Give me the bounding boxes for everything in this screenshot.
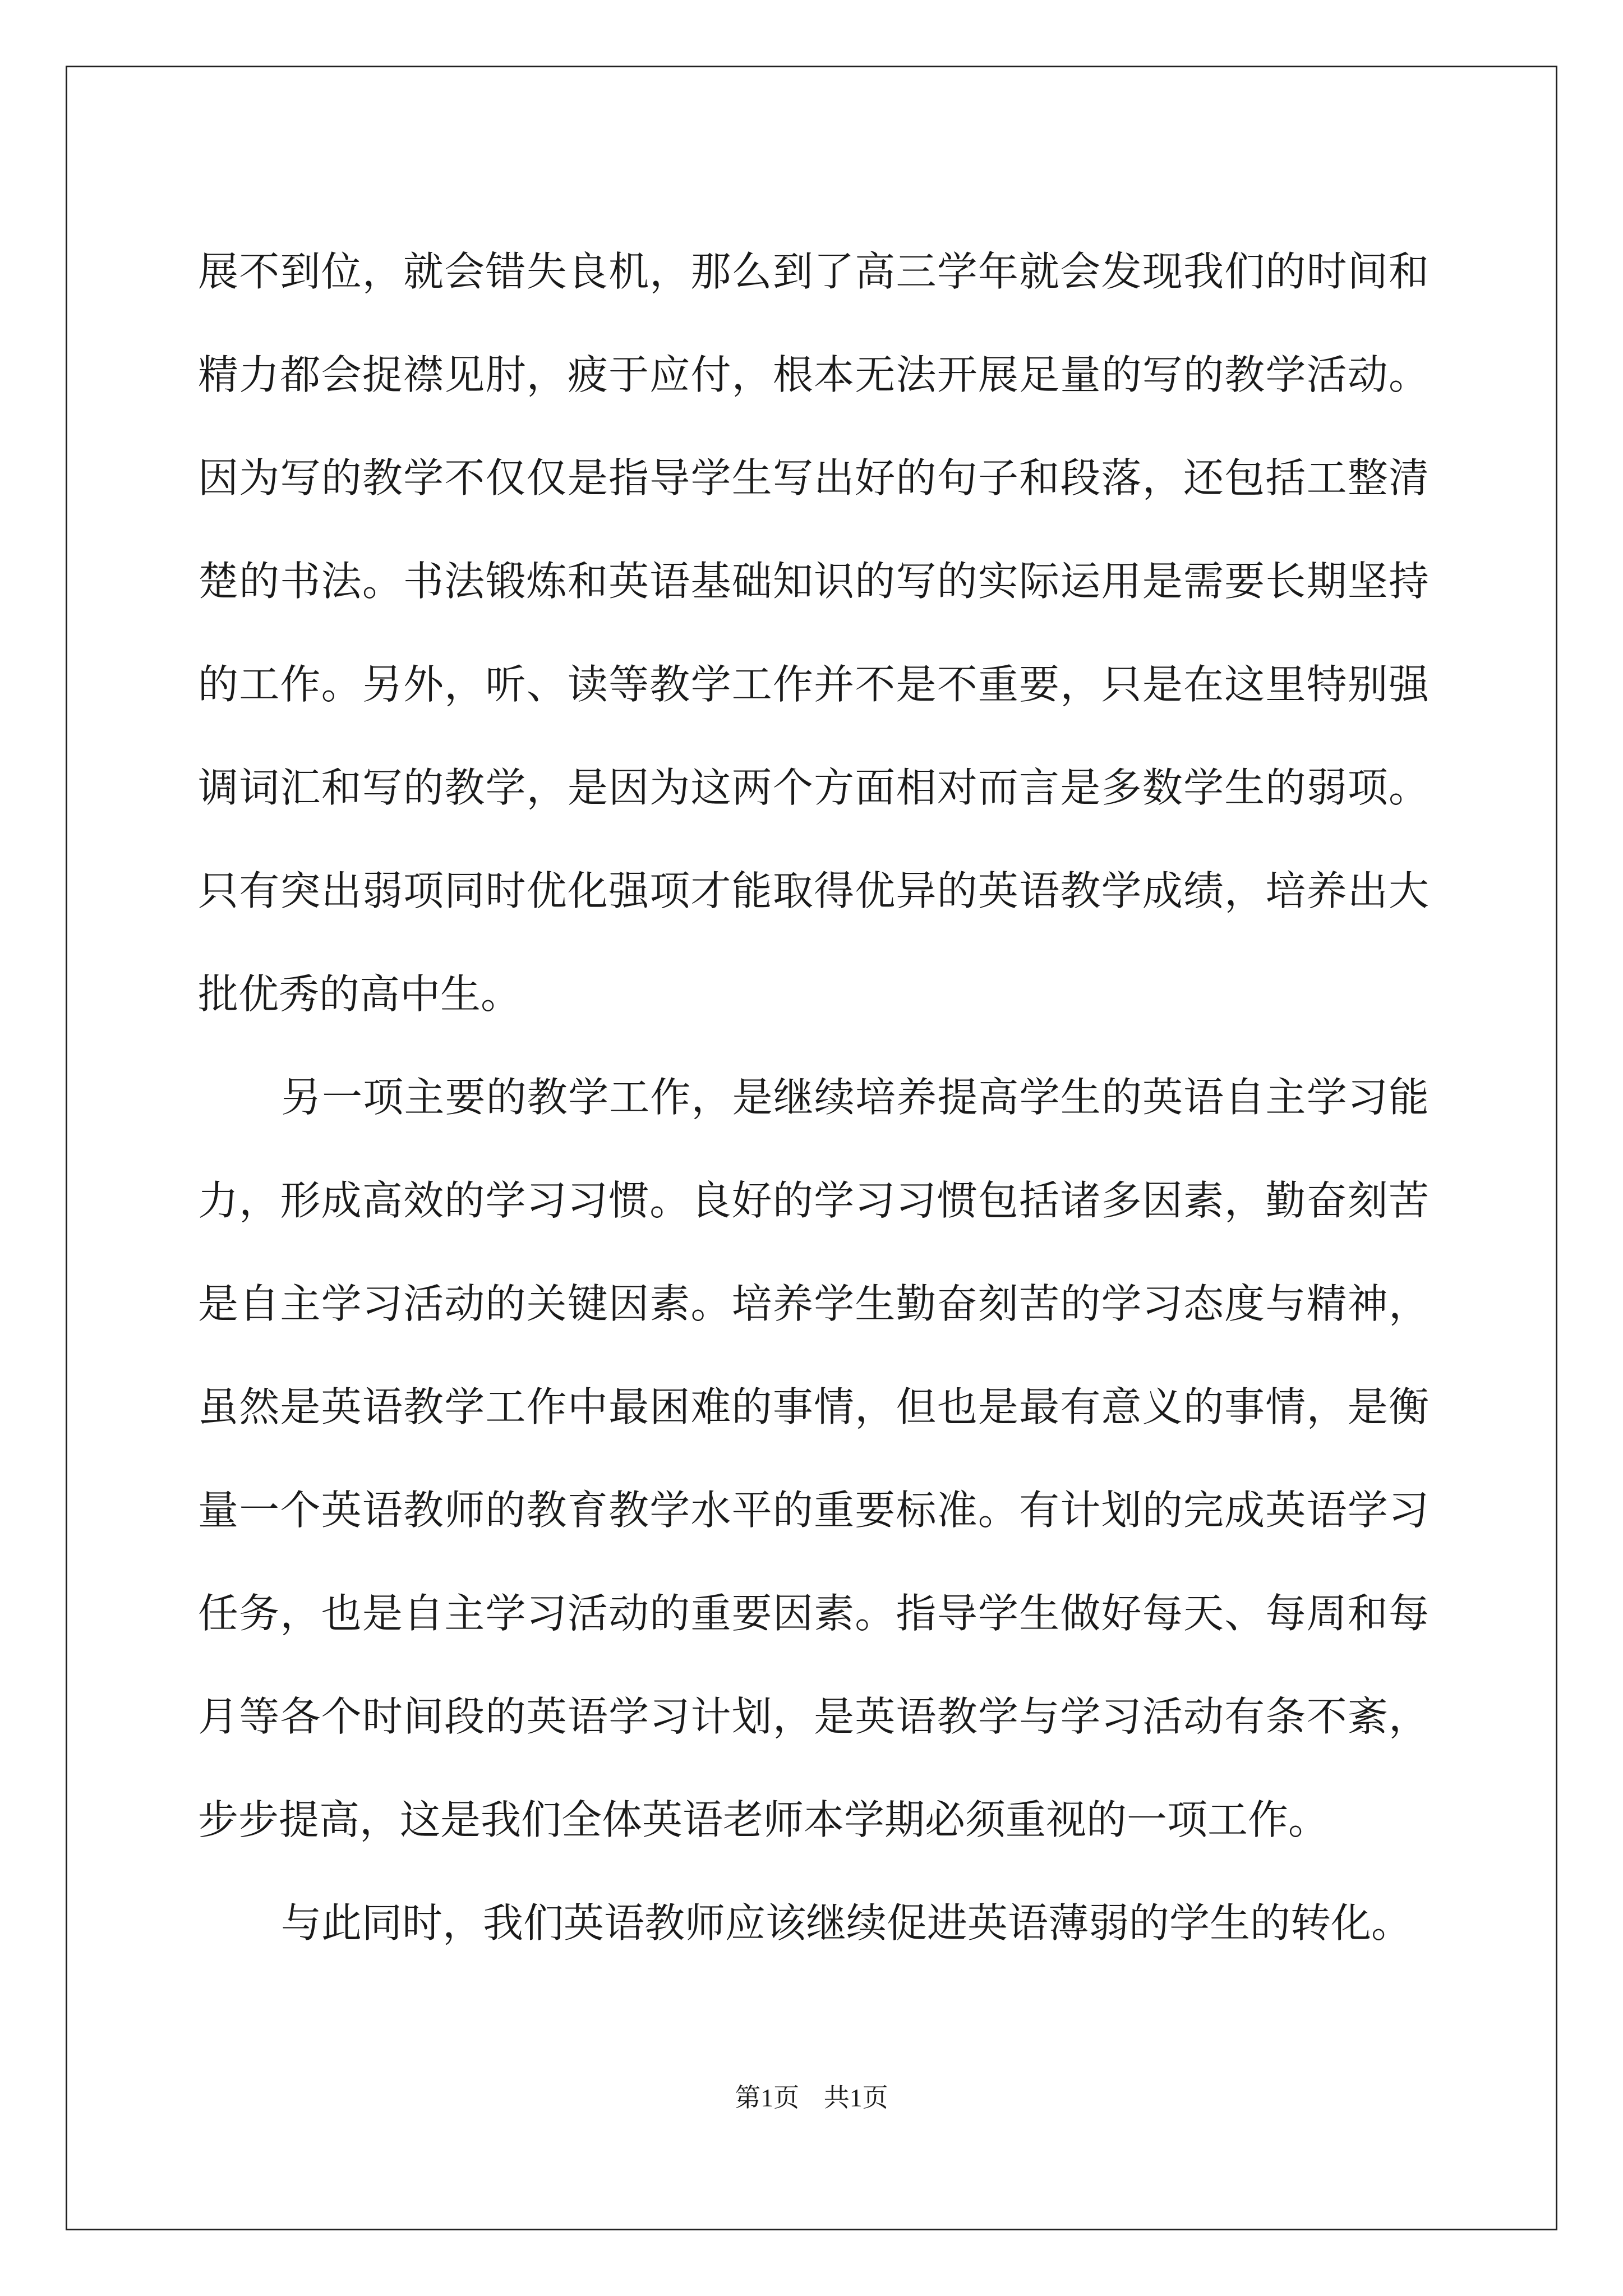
text-line: 的工作。另外，听、读等教学工作并不是不重要，只是在这里特别强: [198, 661, 1429, 708]
text-line: 任务，也是自主学习活动的重要因素。指导学生做好每天、每周和每: [198, 1590, 1429, 1637]
text-line: 量一个英语教师的教育教学水平的重要标准。有计划的完成英语学习: [198, 1487, 1429, 1534]
text-line: 展不到位，就会错失良机，那么到了高三学年就会发现我们的时间和: [198, 248, 1429, 295]
text-line: 因为写的教学不仅仅是指导学生写出好的句子和段落，还包括工整清: [198, 454, 1429, 501]
text-line: 调词汇和写的教学，是因为这两个方面相对而言是多数学生的弱项。: [198, 764, 1429, 811]
text-line: 精力都会捉襟见肘，疲于应付，根本无法开展足量的写的教学活动。: [198, 351, 1429, 398]
text-line: 楚的书法。书法锻炼和英语基础知识的写的实际运用是需要长期坚持: [198, 558, 1429, 605]
text-line: 是自主学习活动的关键因素。培养学生勤奋刻苦的学习态度与精神，: [198, 1280, 1429, 1327]
page-number: 第1页: [735, 2083, 800, 2112]
text-line: 批优秀的高中生。: [198, 970, 522, 1018]
document-body: [198, 220, 1429, 1975]
text-line: 月等各个时间段的英语学习计划，是英语教学与学习活动有条不紊，: [198, 1693, 1429, 1740]
text-line: 只有突出弱项同时优化强项才能取得优异的英语教学成绩，培养出大: [198, 867, 1429, 914]
page-total: 共1页: [823, 2083, 888, 2112]
text-line: 虽然是英语教学工作中最困难的事情，但也是最有意义的事情，是衡: [198, 1383, 1429, 1430]
paragraph-start-line: 与此同时，我们英语教师应该继续促进英语薄弱的学生的转化。: [281, 1899, 1412, 1947]
page-footer: [0, 2081, 1623, 2115]
paragraph-start-line: 另一项主要的教学工作，是继续培养提高学生的英语自主学习能: [281, 1074, 1429, 1121]
text-line: 力，形成高效的学习习惯。良好的学习习惯包括诸多因素，勤奋刻苦: [198, 1177, 1429, 1224]
text-line: 步步提高，这是我们全体英语老师本学期必须重视的一项工作。: [198, 1796, 1329, 1843]
